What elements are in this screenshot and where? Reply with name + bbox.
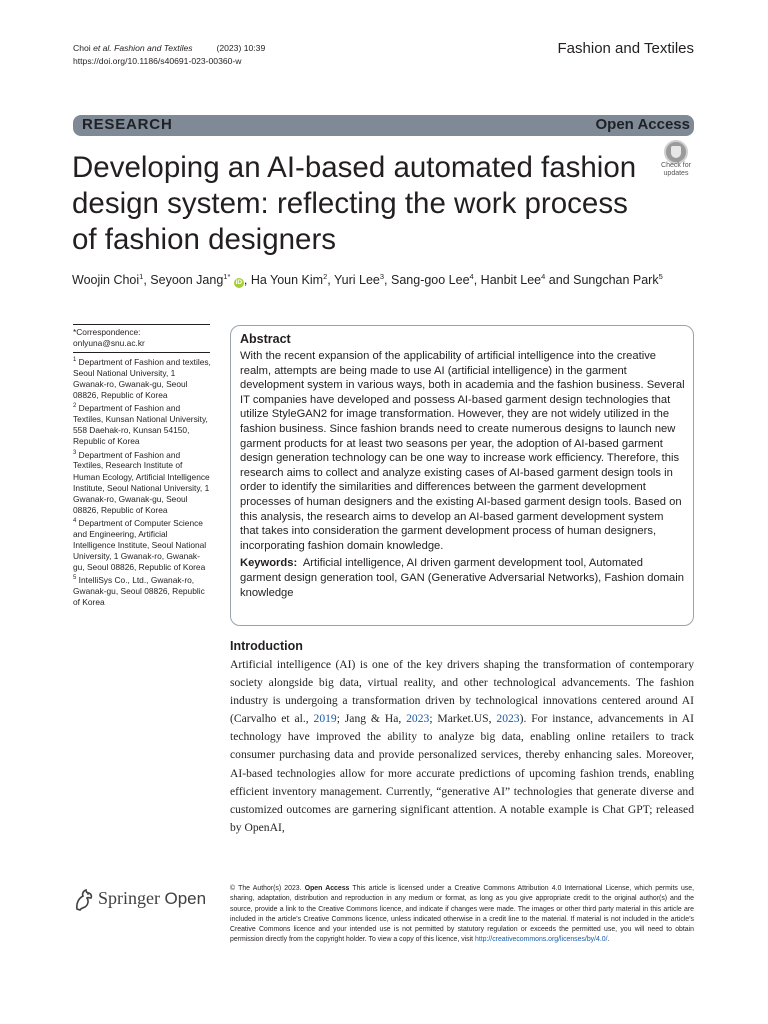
doi-link[interactable]: https://doi.org/10.1186/s40691-023-00360-w — [73, 56, 242, 66]
author-name: Woojin Choi — [72, 273, 140, 288]
author-name: Hanbit Lee — [480, 273, 542, 288]
journal-name: Fashion and Textiles — [557, 40, 694, 57]
sidebar-rule — [73, 324, 210, 325]
crossmark-icon — [664, 140, 688, 164]
intro-text-part: ; Market.US, — [429, 712, 497, 726]
author-affiliation: 3 — [379, 272, 385, 281]
introduction-heading: Introduction — [230, 639, 303, 653]
check-for-updates-badge[interactable] — [656, 140, 696, 180]
affiliation — [73, 401, 211, 447]
correspondence-label: *Correspondence: — [73, 327, 141, 337]
author-separator: , — [243, 273, 251, 288]
author-affiliation: 4 — [469, 272, 474, 281]
introduction-paragraph — [230, 656, 694, 837]
article-title: Developing an AI-based automated fashion design system: reflecting the work process of fashion designers — [72, 151, 637, 256]
affiliation-text: Department of Fashion and Textiles, Research Institute of Human Ecology, Artificial Intelligence Institute, Seoul National University, 1 Gwanak-ro, Gwanak-gu, Seoul 08826, Republic of Korea — [73, 449, 210, 515]
article-type-bar — [73, 115, 694, 136]
affiliation-number: 4 — [73, 517, 77, 524]
correspondence-email[interactable]: onlyuna@snu.ac.kr — [73, 338, 145, 349]
author-separator: and — [545, 273, 574, 288]
affiliation-number: 2 — [73, 403, 77, 410]
affiliation-text: IntelliSys Co., Ltd., Gwanak-ro, Gwanak-gu, Seoul 08826, Republic of Korea — [73, 574, 205, 608]
crossmark-line2: updates — [663, 169, 689, 177]
affiliation — [73, 573, 211, 608]
affiliation-number: 3 — [73, 449, 77, 456]
abstract-heading: Abstract — [240, 332, 291, 346]
author-list — [72, 272, 663, 288]
license-end: . — [607, 936, 610, 944]
citation-link[interactable]: 2023 — [406, 712, 430, 726]
publisher-suffix: Open — [164, 889, 207, 908]
affiliation — [73, 355, 211, 401]
sidebar-rule — [73, 352, 210, 353]
springer-horse-icon — [73, 888, 95, 912]
author-name: Ha Youn Kim — [250, 273, 324, 288]
springer-open-logo — [73, 886, 223, 916]
license-prefix: © The Author(s) 2023. — [230, 885, 305, 892]
author-affiliation: 2 — [323, 272, 328, 281]
publisher-name: Springer — [98, 888, 160, 908]
author-affiliation: 1 — [139, 272, 144, 281]
orcid-icon[interactable]: iD — [235, 279, 243, 287]
article-type-label: RESEARCH — [82, 116, 173, 133]
affiliation-text: Department of Fashion and textiles, Seoul National University, 1 Gwanak-ro, Gwanak-gu, Seoul 08826, Republic of Korea — [73, 356, 211, 401]
intro-text-part: ; Jang & Ha, — [336, 712, 407, 726]
affiliation — [73, 516, 211, 573]
correspondence — [73, 327, 211, 349]
citation-year: (2023) 10:39 — [216, 43, 266, 53]
author-separator: , — [384, 273, 391, 288]
author-separator: , — [327, 273, 334, 288]
affiliation-number: 5 — [73, 575, 77, 582]
citation-link[interactable]: 2019 — [313, 712, 337, 726]
abstract-text: With the recent expansion of the applicability of artificial intelligence into the creative realm, attempts are being made to use AI (artificial intelligence) in the garment development system in various ways, both in academia and the fashion business. Several IT companies have developed and possess AI-based garment design technologies that utilize StyleGAN2 for image transformation. However, they are not widely utilized in the fashion business. Since fashion brands need to create numerous designs to launch new garment products for at least two seasons per year, the adoption of AI-based garment design generation technology can be one way to increase work efficiency. Therefore, this research aims to collect and analyze existing cases of AI-based garment design tools in order to identify the similarities and differences between the garment development processes of human designers and the existing AI-based garment design tools. Based on this analysis, the research aims to develop an AI-based garment development system that takes into consideration the garment development process of human designers, incorporating fashion domain knowledge. — [240, 350, 685, 552]
author-name: Yuri Lee — [334, 273, 380, 288]
license-text: This article is licensed under a Creative Commons Attribution 4.0 International License, which permits use, sharing, adaptation, distribution and reproduction in any medium or format, as long as you give appropriate credit to the original author(s) and the source, provide a link to the Creative Commons licence, and indicate if changes were made. The images or other third party material in this article are included in the article’s Creative Commons licence, unless indicated otherwise in a credit line to the material. If material is not included in the article’s Creative Commons licence and your intended use is not permitted by statutory regulation or exceeds the permitted use, you will need to obtain permission directly from the copyright holder. To view a copy of this licence, visit — [230, 885, 694, 944]
keywords-label: Keywords: — [240, 557, 298, 570]
citation-link[interactable]: 2023 — [496, 712, 520, 726]
author-name: Sungchan Park — [573, 273, 659, 288]
license-statement — [230, 884, 694, 946]
article-citation — [73, 42, 265, 68]
intro-text-part: Artificial intelligence (AI) is one of the key drivers shaping the transformation of contemporary society alongside big data, virtual reality, and other technological advancements. The fashion industry is undergoing a transformation driven by technological innovations centered around AI (Carvalho et al., — [230, 658, 694, 726]
keywords — [240, 556, 685, 600]
citation-authors: Choi — [73, 43, 94, 53]
license-open-access: Open Access — [304, 885, 350, 892]
affiliations-sidebar — [73, 324, 211, 608]
abstract-box — [230, 325, 694, 626]
author-affiliation: 4 — [541, 272, 546, 281]
crossmark-line1: Check for — [661, 162, 691, 169]
author-separator: , — [143, 273, 151, 288]
author-separator: , — [473, 273, 481, 288]
intro-text-part: ). For instance, advancements in AI technology have improved the ability to analyze big data, enabling online retailers to track consumer purchasing data and provide personalized services, thereby enhancing sales. Moreover, AI-based technologies allow for more accurate predictions of upcoming fashion trends, enabling efficient inventory management. Currently, “generative AI” technologies that generate diverse and customized outcomes are garnering significant attention. A notable example is Chat GPT; released by OpenAI, — [230, 712, 694, 834]
affiliation-text: Department of Computer Science and Engineering, Artificial Intelligence Institute, Seoul National University, 1 Gwanak-ro, Gwanak-gu, Seoul 08826, Republic of Korea — [73, 517, 207, 573]
license-link[interactable]: http://creativecommons.org/licenses/by/4.0/ — [474, 936, 608, 944]
author-affiliation: 1* — [223, 272, 231, 281]
author-name: Sang-goo Lee — [391, 273, 470, 288]
author-name: Seyoon Jang — [150, 273, 224, 288]
affiliation — [73, 448, 211, 516]
affiliation-number: 1 — [73, 357, 77, 364]
author-affiliation: 5 — [658, 272, 663, 281]
citation-journal: et al. Fashion and Textiles — [93, 43, 193, 53]
open-access-label: Open Access — [595, 116, 690, 133]
keywords-text: Artificial intelligence, AI driven garment development tool, Automated garment design generation tool, GAN (Generative Adversarial Networks), Fashion domain knowledge — [240, 557, 684, 599]
affiliation-text: Department of Fashion and Textiles, Kunsan National University, 558 Daehak-ro, Kunsan 54150, Republic of Korea — [73, 403, 208, 447]
